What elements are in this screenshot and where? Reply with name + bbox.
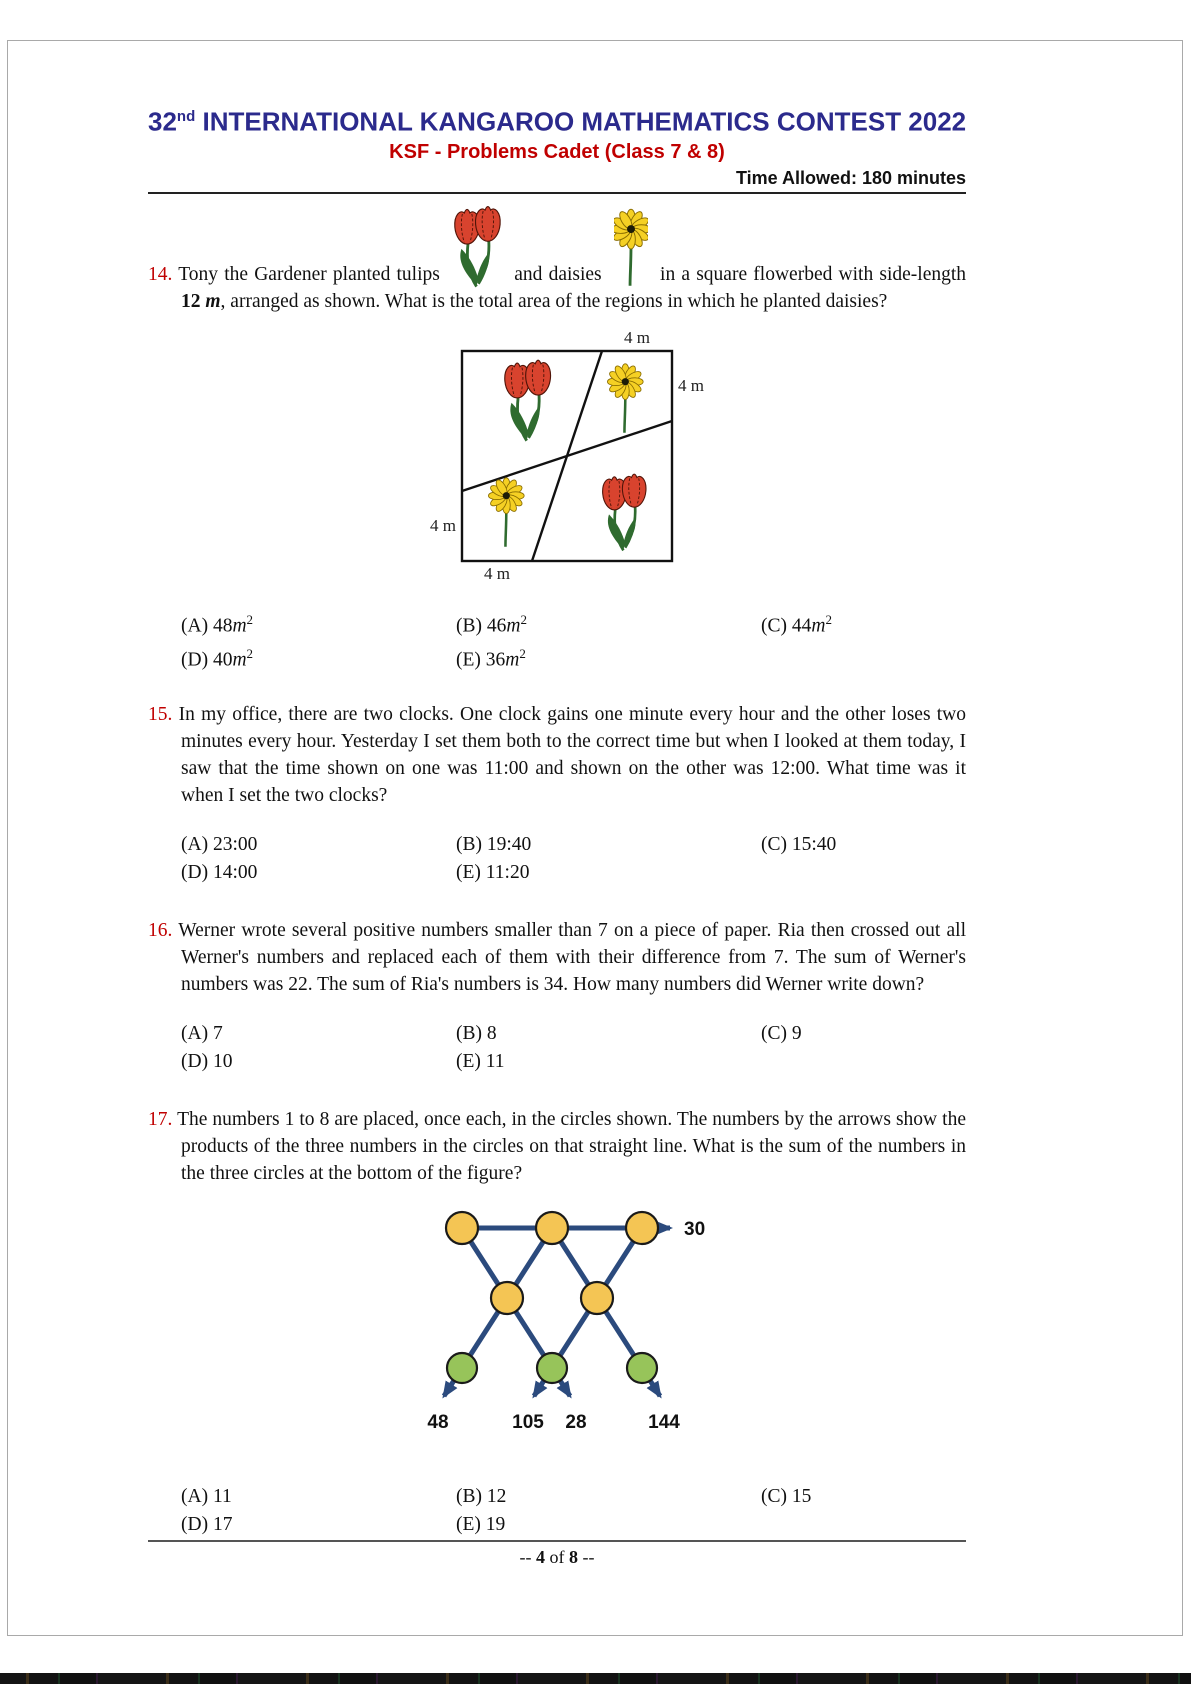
flowerbed-diagram [407, 321, 707, 593]
question-16-options [148, 1020, 966, 1076]
question-14 [148, 204, 966, 315]
tulips-icon [452, 204, 502, 288]
contest-title [148, 102, 966, 137]
answer-option-e: (E) 11:20 [456, 861, 530, 883]
side-label-left: 4 m [430, 515, 456, 535]
bottom-edge-strip [0, 1673, 1191, 1684]
answer-option-e: (E) $36m^2$ [456, 646, 526, 671]
circles-figure-wrap [148, 1203, 966, 1443]
circle-top-right [626, 1212, 658, 1244]
page-footer [148, 1540, 966, 1568]
product-30: 30 [684, 1218, 706, 1240]
answer-option-e: (E) 19 [456, 1513, 506, 1535]
circle-bottom-center [537, 1353, 567, 1383]
side-label-top: 4 m [624, 327, 650, 347]
answer-option-a: (A) $48m^2$ [181, 611, 254, 637]
question-16-number: 16. [148, 919, 173, 941]
product-105: 105 [512, 1411, 544, 1433]
circle-top-center [536, 1212, 568, 1244]
answer-option-d: (D) 10 [181, 1050, 233, 1072]
question-14-text-part3: in a square flowerbed with side-length [660, 263, 967, 285]
question-14-number: 14. [148, 263, 173, 285]
footer-rule [148, 1540, 966, 1542]
answer-option-e: (E) 11 [456, 1050, 505, 1072]
answer-option-c: (C) 9 [761, 1022, 802, 1044]
answer-option-c: (C) $44m^2$ [761, 611, 832, 637]
question-15-number: 15. [148, 703, 173, 725]
question-14-text-part1: Tony the Gardener planted tulips [178, 263, 440, 285]
flowerbed-figure-wrap [148, 321, 966, 598]
daisy-icon [614, 208, 648, 288]
title-number: 32 [148, 106, 177, 137]
answer-option-d: (D) 14:00 [181, 861, 258, 883]
question-17 [148, 1106, 966, 1187]
daisy-bottom-left [488, 478, 524, 547]
question-14-text-part2: and daisies [514, 263, 602, 285]
answer-option-b: (B) 8 [456, 1022, 497, 1044]
tulips-top-left [505, 360, 551, 441]
answer-option-a: (A) 23:00 [181, 833, 258, 855]
daisy-top-right [607, 364, 643, 433]
header-rule [148, 192, 966, 194]
circle-bottom-right [627, 1353, 657, 1383]
answer-option-b: (B) 12 [456, 1485, 507, 1507]
contest-subtitle: KSF - Problems Cadet (Class 7 & 8) [389, 140, 725, 163]
question-15-text: In my office, there are two clocks. One clock gains one minute every hour and the other loses two minutes every hour. Yesterday I set them both to the correct time but when I looked at them today, I saw that the time shown on one was 11:00 and shown on the other was 12:00. What time was it when I set the two clocks? [178, 703, 967, 806]
question-15-options [148, 831, 966, 887]
product-48: 48 [427, 1411, 449, 1433]
page-number: -- 4 of 8 -- [519, 1547, 595, 1567]
answer-option-d: (D) $40m^2$ [181, 646, 254, 671]
side-length-unit: m [205, 290, 221, 312]
question-17-text: The numbers 1 to 8 are placed, once each, in the circles shown. The numbers by the arrows show the products of the three numbers in the circles on that straight line. What is the sum of the numbers in the three circles at the bottom of the figure? [177, 1108, 966, 1184]
answer-option-d: (D) 17 [181, 1513, 233, 1535]
circle-middle-left [491, 1282, 523, 1314]
question-16-text: Werner wrote several positive numbers smaller than 7 on a piece of paper. Ria then crossed out all Werner's numbers and replaced each of them with their difference from 7. The sum of Werner's numbers was 22. The sum of Ria's numbers is 34. How many numbers did Werner write down? [178, 919, 966, 995]
question-15 [148, 701, 966, 809]
circle-top-left [446, 1212, 478, 1244]
answer-option-b: (B) 19:40 [456, 833, 532, 855]
question-14-text-part4: , arranged as shown. What is the total area of the regions in which he planted daisies? [220, 290, 888, 312]
question-17-number: 17. [148, 1108, 173, 1130]
answer-option-b: (B) $46m^2$ [456, 611, 527, 637]
page-content [148, 102, 966, 1539]
question-17-options [148, 1483, 966, 1539]
side-length-value: 12 [181, 290, 201, 312]
circles-products-diagram [392, 1203, 722, 1438]
time-allowed: Time Allowed: 180 minutes [735, 167, 966, 188]
side-label-bottom: 4 m [484, 563, 510, 583]
answer-option-c: (C) 15 [761, 1485, 812, 1507]
question-14-options [148, 606, 966, 675]
title-ordinal: nd [176, 108, 196, 125]
product-28: 28 [565, 1411, 587, 1433]
circle-middle-right [581, 1282, 613, 1314]
product-144: 144 [648, 1411, 680, 1433]
title-text: INTERNATIONAL KANGAROO MATHEMATICS CONTEST 2022 [195, 106, 967, 137]
answer-option-c: (C) 15:40 [761, 833, 837, 855]
side-label-right: 4 m [678, 375, 704, 395]
question-16 [148, 917, 966, 998]
answer-option-a: (A) 11 [181, 1485, 232, 1507]
circle-bottom-left [447, 1353, 477, 1383]
tulips-bottom-right [603, 474, 646, 550]
answer-option-a: (A) 7 [181, 1022, 223, 1044]
